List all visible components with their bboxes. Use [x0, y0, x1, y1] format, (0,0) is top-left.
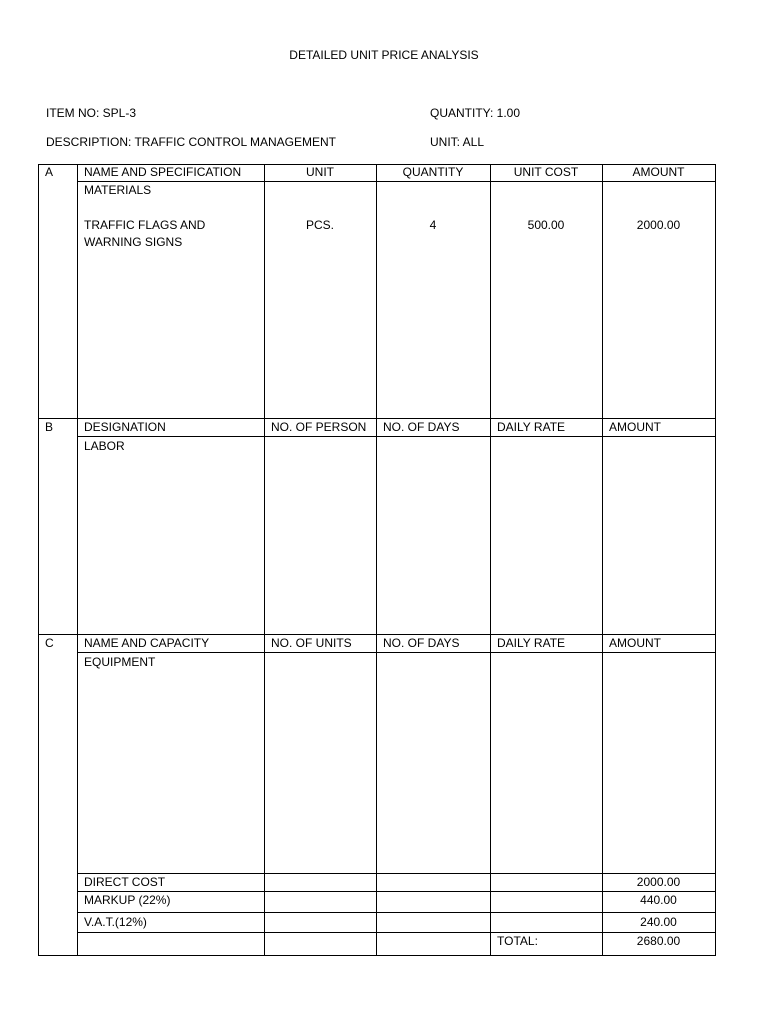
- section-c-letter: C: [45, 636, 54, 650]
- section-c-category: EQUIPMENT: [84, 655, 156, 669]
- table-border-bottom: [38, 955, 716, 956]
- vat-label: V.A.T.(12%): [84, 915, 147, 929]
- direct-cost-value: 2000.00: [636, 875, 681, 889]
- material-unit-cost: 500.00: [527, 218, 565, 232]
- section-c-col-units: NO. OF UNITS: [271, 636, 352, 650]
- section-c-col-name: NAME AND CAPACITY: [84, 636, 210, 650]
- section-b-category: LABOR: [84, 439, 125, 453]
- section-divider: [38, 418, 716, 419]
- header-underline: [77, 436, 716, 437]
- section-b-col-days: NO. OF DAYS: [383, 420, 460, 434]
- header-underline: [77, 652, 716, 653]
- summary-row-line: [77, 891, 716, 892]
- section-b-col-designation: DESIGNATION: [84, 420, 166, 434]
- total-value: 2680.00: [636, 934, 681, 948]
- section-b-letter: B: [45, 420, 54, 434]
- item-unit: UNIT: ALL: [430, 135, 485, 149]
- section-c-col-days: NO. OF DAYS: [383, 636, 460, 650]
- section-b-col-daily-rate: DAILY RATE: [497, 420, 566, 434]
- material-amount: 2000.00: [636, 218, 681, 232]
- column-divider: [376, 164, 377, 956]
- section-b-col-persons: NO. OF PERSON: [271, 420, 367, 434]
- header-underline: [77, 181, 716, 182]
- section-c-col-amount: AMOUNT: [609, 636, 661, 650]
- total-label: TOTAL:: [497, 934, 538, 948]
- material-name-line2: WARNING SIGNS: [84, 235, 183, 249]
- material-name-line1: TRAFFIC FLAGS AND: [84, 218, 206, 232]
- section-a-col-amount: AMOUNT: [632, 165, 685, 179]
- section-divider: [38, 634, 716, 635]
- markup-label: MARKUP (22%): [84, 893, 171, 907]
- section-c-col-daily-rate: DAILY RATE: [497, 636, 566, 650]
- summary-row-line: [77, 873, 716, 874]
- summary-row-line: [77, 932, 716, 933]
- section-a-col-unit-cost: UNIT COST: [513, 165, 579, 179]
- direct-cost-label: DIRECT COST: [84, 875, 166, 889]
- table-border-right: [715, 164, 716, 956]
- column-divider: [490, 164, 491, 956]
- section-a-col-unit: UNIT: [306, 165, 334, 179]
- document-title: DETAILED UNIT PRICE ANALYSIS: [289, 48, 479, 62]
- section-b-col-amount: AMOUNT: [609, 420, 661, 434]
- item-description: DESCRIPTION: TRAFFIC CONTROL MANAGEMENT: [46, 135, 337, 149]
- markup-value: 440.00: [640, 893, 677, 907]
- column-divider: [602, 164, 603, 956]
- material-unit: PCS.: [305, 218, 334, 232]
- section-a-col-name: NAME AND SPECIFICATION: [84, 165, 242, 179]
- column-divider: [264, 164, 265, 956]
- section-a-letter: A: [45, 165, 54, 179]
- item-quantity: QUANTITY: 1.00: [430, 106, 521, 120]
- summary-row-line: [77, 912, 716, 913]
- section-a-col-quantity: QUANTITY: [402, 165, 464, 179]
- item-number: ITEM NO: SPL-3: [46, 106, 137, 120]
- vat-value: 240.00: [640, 915, 677, 929]
- material-quantity: 4: [429, 218, 437, 232]
- column-divider: [77, 164, 78, 956]
- section-a-category: MATERIALS: [84, 183, 152, 197]
- table-border-left: [38, 164, 39, 956]
